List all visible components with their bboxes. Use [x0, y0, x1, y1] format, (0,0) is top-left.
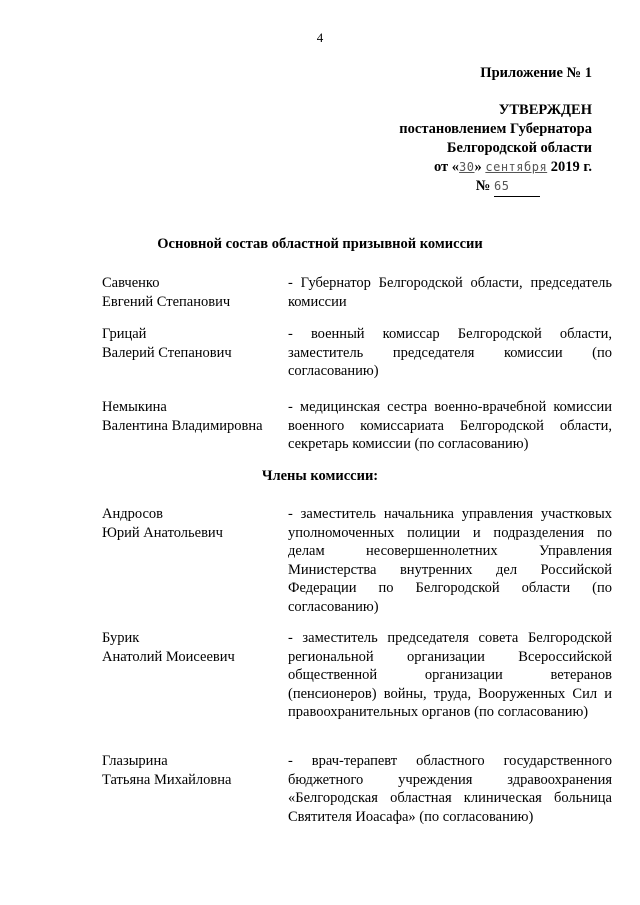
date-prefix: от «: [433, 159, 460, 175]
document-title: Основной состав областной призывной комиссии: [157, 236, 483, 252]
member-given-name: Валентина Владимировна: [102, 417, 263, 434]
member-given-name: Юрий Анатольевич: [102, 524, 223, 541]
member-surname: Савченко: [102, 275, 160, 291]
date-year: 2019 г.: [550, 159, 592, 175]
date-day: 30: [459, 160, 475, 174]
main-member-3: [102, 398, 612, 454]
member-name: [102, 398, 288, 454]
member-1: [102, 505, 612, 616]
approved-by-line1: постановлением Губернатора: [399, 121, 592, 137]
member-name: [102, 274, 288, 311]
member-surname: Бурик: [102, 630, 140, 646]
member-surname: Немыкина: [102, 399, 167, 415]
number-prefix: №: [475, 178, 491, 194]
member-role: - медицинская сестра военно-врачебной комиссии военного комиссариата Белгородской области, секретарь комиссии (по согласованию): [288, 399, 612, 452]
date-month: сентября: [485, 160, 548, 174]
member-name: [102, 325, 288, 381]
member-surname: Грицай: [102, 326, 147, 342]
page-number: 4: [316, 30, 324, 45]
member-role: - заместитель начальника управления участковых уполномоченных полиции и подразделения по делам несовершеннолетних Управления Министерства внутренних дел Российской Федерации по Белгородской области (по согласованию): [288, 506, 612, 615]
approved-label: УТВЕРЖДЕН: [498, 102, 592, 118]
date-mid: »: [474, 159, 482, 175]
member-role: - врач-терапевт областного государственного бюджетного учреждения здравоохранения «Белгородская областная клиническая больница Святителя Иоасафа» (по согласованию): [288, 753, 612, 825]
main-member-1: [102, 274, 612, 311]
member-name: [102, 505, 288, 616]
member-role: - Губернатор Белгородской области, председатель комиссии: [288, 275, 612, 310]
approval-block: [322, 64, 592, 197]
main-member-2: [102, 325, 612, 381]
member-given-name: Татьяна Михайловна: [102, 771, 232, 788]
member-given-name: Евгений Степанович: [102, 293, 231, 310]
member-2: [102, 629, 612, 722]
approval-number: [322, 177, 592, 197]
member-3: [102, 752, 612, 826]
members-title: Члены комиссии:: [261, 468, 379, 484]
member-name: [102, 629, 288, 722]
member-given-name: Валерий Степанович: [102, 344, 232, 361]
approval-date: [322, 158, 592, 177]
number-value: 65: [494, 179, 510, 193]
approved-by-line2: Белгородской области: [446, 140, 592, 156]
member-role: - военный комиссар Белгородской области, заместитель председателя комиссии (по согласованию): [288, 326, 612, 379]
member-surname: Глазырина: [102, 753, 168, 769]
member-surname: Андросов: [102, 506, 164, 522]
member-name: [102, 752, 288, 826]
member-given-name: Анатолий Моисеевич: [102, 648, 235, 665]
appendix-label: Приложение № 1: [480, 65, 592, 81]
member-role: - заместитель председателя совета Белгородской региональной организации Всероссийской общественной организации ветеранов (пенсионеров) войны, труда, Вооруженных Сил и правоохранительных органов (по согласованию): [288, 630, 612, 720]
